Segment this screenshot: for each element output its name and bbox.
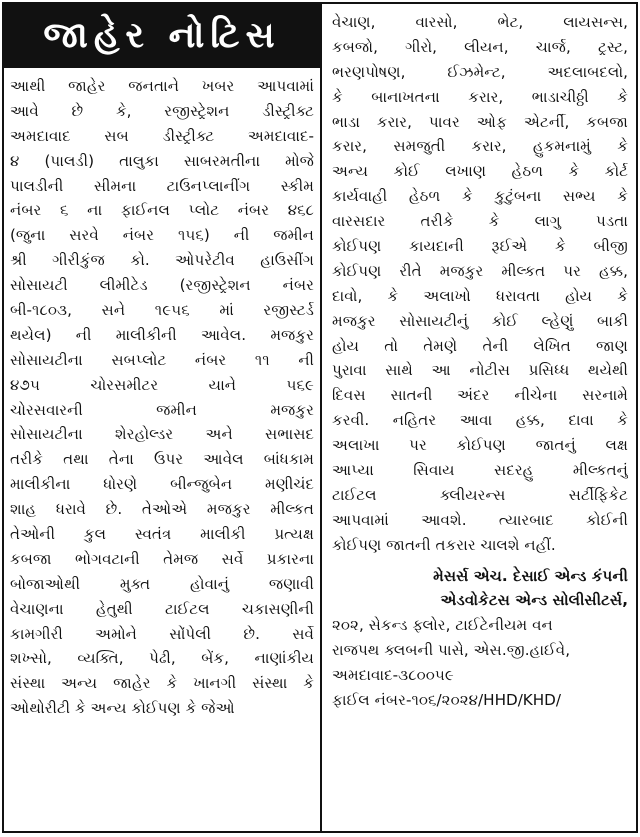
notice-line: અન્ય કોઈ લખાણ હેઠળ કે કોર્ટ [332, 162, 628, 181]
notice-line: નંબર ૬ ના ફાઈનલ પ્લોટ નંબર ૪૬૮ [10, 201, 314, 220]
notice-title: જાહેર નોટિસ [4, 4, 320, 68]
notice-line: માલીકીના ધોરણે બીન્જુબેન મણીચંદ [10, 475, 314, 494]
notice-line: કામગીરી અમોને સોંપેલી છે. સર્વે [10, 624, 314, 643]
notice-line: ૪૭૫ ચોરસમીટર યાને ૫૬૯ [10, 375, 314, 394]
notice-body-left [10, 74, 314, 721]
notice-line: વેચાણના હેતુથી ટાઈટલ ચકાસણીની [10, 599, 314, 618]
notice-line: ચોરસવારની જમીન મજકુર [10, 400, 314, 419]
notice-line: મજકુર સોસાયટીનું કોઈ લ્હેણું બાકી [332, 311, 628, 330]
notice-line: પાલડીની સીમના ટાઉનપ્લાનીંગ સ્કીમ [10, 176, 314, 195]
notice-line: ભરણપોષણ, ઈઝમેન્ટ, અદલાબદલો, [332, 62, 628, 81]
notice-line: આપ્યા સિવાય સદરહુ મીલ્કતનું [332, 461, 628, 480]
notice-line: ૪ (પાલડી) તાલુકા સાબરમતીના મોજે [10, 151, 314, 170]
notice-line: કે બાનાખતના કરાર, ભાડાચીઠ્ઠી કે [332, 87, 628, 106]
notice-line: તરીકે તથા તેના ઉપર આવેલ બાંધકામ [10, 450, 314, 469]
notice-line: સોસાયટીના સબપ્લોટ નંબર ૧૧ ની [10, 350, 314, 369]
notice-line: હોય તો તેમણે તેની લેખિત જાણ [332, 336, 628, 355]
notice-line: આપવામાં આવશે. ત્યારબાદ કોઈની [332, 510, 628, 529]
notice-line: કોઈપણ જાતની તકરાર ચાલશે નહીં. [332, 535, 556, 554]
notice-line: વારસદાર તરીકે કે લાગુ પડતા [332, 212, 628, 231]
notice-line: સોસાયટી લીમીટેડ (રજીસ્ટ્રેશન નંબર [10, 276, 314, 295]
notice-line: કાર્યવાહી હેઠળ કે કુટુંબના સભ્ય કે [332, 187, 628, 206]
notice-line: કોઈપણ કાયદાની રૂઈએ કે બીજી [332, 237, 628, 256]
notice-line: કરાર, સમજુતી કરાર, હુકમનામું કે [332, 137, 628, 156]
notice-line: શખ્સો, વ્યક્તિ, પેઢી, બેંક, નાણાંકીય [10, 649, 314, 668]
notice-line: વેચાણ, વારસો, ભેટ, લાયસન્સ, [332, 13, 628, 31]
notice-line: અલાખા પર કોઈપણ જાતનું લક્ષ [332, 436, 628, 455]
notice-right-column [322, 4, 636, 831]
address-line-1: ૨૦૨, સેકન્ડ ફ્લોર, ટાઈટેનીયમ વન [332, 616, 553, 635]
notice-line: કબજો, ગીરો, લીયન, ચાર્જ, ટ્રસ્ટ, [332, 37, 628, 56]
notice-line: અમદાવાદ સબ ડીસ્ટ્રીક્ટ અમદાવાદ- [10, 126, 314, 145]
notice-line: ભાડા કરાર, પાવર ઓફ એટર્ની, કબજા [332, 112, 628, 131]
notice-line: પુરાવા સાથે આ નોટીસ પ્રસિધ્ધ થયેથી [332, 361, 628, 380]
firm-name: મેસર્સ એચ. દેસાઈ એન્ડ કંપની [433, 566, 628, 585]
public-notice [2, 2, 638, 833]
notice-line: થયેલ) ની માલીકીની આવેલ. મજકુર [10, 325, 314, 344]
notice-line: બોજાઓથી મુક્ત હોવાનું જણાવી [10, 574, 314, 593]
notice-line: કબજા ભોગવટાની તેમજ સર્વે પ્રકારના [10, 549, 314, 568]
notice-line: દિવસ સાતની અંદર નીચેના સરનામે [332, 386, 628, 405]
firm-role: એડવોકેટસ એન્ડ સોલીસીટર્સ, [440, 591, 628, 610]
notice-line: દાવો, કે અલાખો ધરાવતા હોય કે [332, 286, 628, 305]
notice-line: બી-૧૮૦૩, સને ૧૯૫૬ માં રજીસ્ટર્ડ [10, 301, 314, 320]
notice-line: શ્રી ગીરીકુંજ કો. ઓપરેટીવ હાઉસીંગ [10, 251, 314, 270]
notice-body-right [332, 10, 628, 558]
notice-line: તેઓની કુલ સ્વતંત્ર માલીકી પ્રત્યક્ષ [10, 525, 314, 544]
address-line-3: અમદાવાદ-૩૮૦૦૫૯ [332, 666, 454, 685]
notice-left-column [4, 4, 322, 831]
notice-line: ટાઈટલ ક્લીયરન્સ સર્ટીફિકેટ [332, 485, 628, 504]
notice-line: ઓથોરીટી કે અન્ય કોઈપણ કે જેઓ [10, 699, 235, 718]
notice-line: કોઈપણ રીતે મજકુર મીલ્કત પર હક્ક, [332, 261, 628, 280]
notice-line: કરવી. નહિતર આવા હક્ક, દાવા કે [332, 411, 628, 430]
notice-line: (જુના સરવે નંબર ૧૫૬) ની જમીન [10, 226, 314, 245]
notice-line: સંસ્થા અન્ય જાહેર કે ખાનગી સંસ્થા કે [10, 674, 314, 693]
file-number: ફાઈલ નંબર-૧૦૬/૨૦૨૪/HHD/KHD/ [332, 691, 561, 710]
notice-line: આથી જાહેર જનતાને ખબર આપવામાં [10, 77, 314, 95]
address-line-2: રાજપથ ક્લબની પાસે, એસ.જી.હાઈવે, [332, 641, 571, 660]
notice-line: શાહ ધરાવે છે. તેઓએ મજકુર મીલ્કત [10, 500, 314, 519]
notice-line: સોસાયટીના શેરહોલ્ડર અને સભાસદ [10, 425, 314, 444]
notice-line: આવે છે કે, રજીસ્ટ્રેશન ડીસ્ટ્રીક્ટ [10, 101, 314, 120]
